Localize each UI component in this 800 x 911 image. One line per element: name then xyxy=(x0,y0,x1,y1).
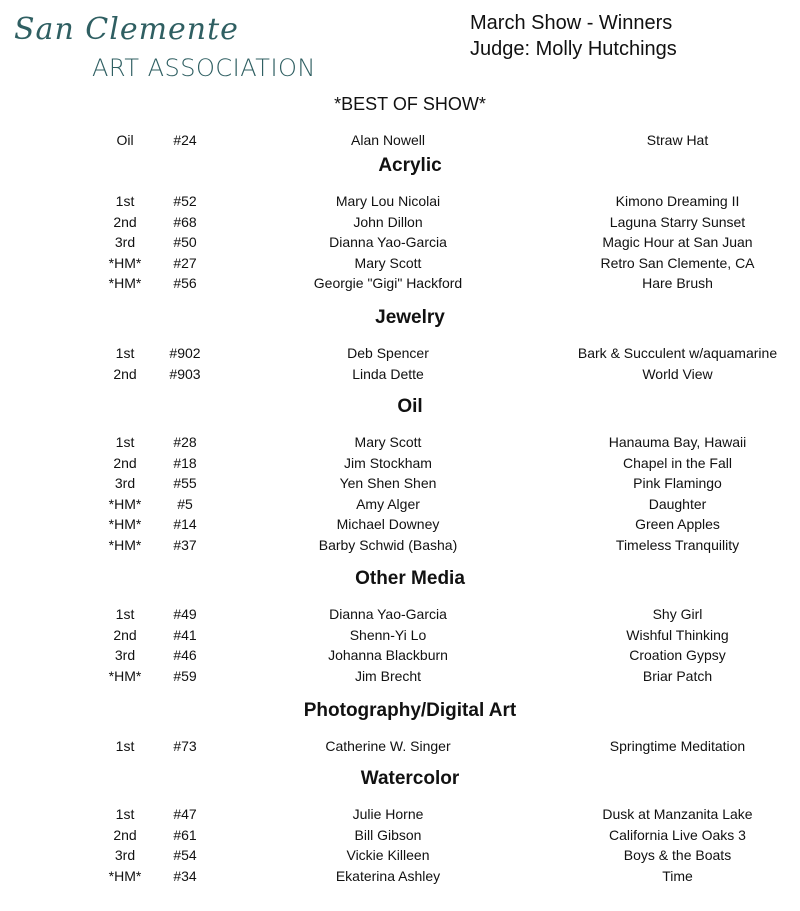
entry-title: Daughter xyxy=(648,496,707,512)
entry-artist: Dianna Yao-Garcia xyxy=(329,234,447,250)
entry-row xyxy=(0,606,800,626)
best-of-show-title: *BEST OF SHOW* xyxy=(334,94,486,114)
entry-row xyxy=(0,827,800,847)
category-title: Photography/Digital Art xyxy=(303,700,517,721)
entry-place: *HM* xyxy=(108,537,142,553)
entry-place: 1st xyxy=(115,434,135,450)
category-title: Watercolor xyxy=(360,768,460,789)
entry-artist: Julie Horne xyxy=(352,806,424,822)
entry-row xyxy=(0,345,800,365)
entry-artist: Catherine W. Singer xyxy=(325,738,451,754)
entry-artist: Shenn-Yi Lo xyxy=(349,627,427,643)
best-of-show-row xyxy=(0,132,800,152)
entry-row xyxy=(0,255,800,275)
entry-title: Pink Flamingo xyxy=(633,475,722,491)
entry-place: 3rd xyxy=(114,847,136,863)
entry-title: Dusk at Manzanita Lake xyxy=(602,806,753,822)
entry-row xyxy=(0,366,800,386)
entry-title: Magic Hour at San Juan xyxy=(602,234,753,250)
entry-place: 2nd xyxy=(113,627,137,643)
entry-place: *HM* xyxy=(108,496,142,512)
entry-place: 3rd xyxy=(114,647,136,663)
entry-row xyxy=(0,806,800,826)
entry-place: 1st xyxy=(115,193,135,209)
entry-place: Oil xyxy=(116,132,134,148)
entry-number: #41 xyxy=(173,627,197,643)
entry-number: #73 xyxy=(173,738,197,754)
entry-title: Retro San Clemente, CA xyxy=(600,255,755,271)
entry-number: #14 xyxy=(173,516,197,532)
entry-title: Bark & Succulent w/aquamarine xyxy=(577,345,778,361)
entry-title: World View xyxy=(642,366,713,382)
judge-line: Judge: Molly Hutchings xyxy=(470,38,677,60)
entry-title: Springtime Meditation xyxy=(609,738,746,754)
entry-place: 2nd xyxy=(113,455,137,471)
entry-title: Boys & the Boats xyxy=(623,847,732,863)
entry-number: #52 xyxy=(173,193,197,209)
entry-title: Laguna Starry Sunset xyxy=(609,214,746,230)
entry-number: #902 xyxy=(169,345,201,361)
entry-title: Timeless Tranquility xyxy=(615,537,740,553)
entry-number: #46 xyxy=(173,647,197,663)
entry-title: Time xyxy=(662,868,693,884)
entry-number: #34 xyxy=(173,868,197,884)
entry-artist: John Dillon xyxy=(353,214,423,230)
entry-place: 2nd xyxy=(113,366,137,382)
logo-main-text: ART ASSOCIATION xyxy=(92,54,316,82)
entry-artist: Mary Lou Nicolai xyxy=(335,193,441,209)
show-title: March Show - Winners xyxy=(470,12,673,34)
entry-artist: Michael Downey xyxy=(336,516,440,532)
entry-place: *HM* xyxy=(108,275,142,291)
category-title: Other Media xyxy=(355,568,465,589)
entry-title: California Live Oaks 3 xyxy=(609,827,746,843)
entry-row xyxy=(0,455,800,475)
entry-number: #61 xyxy=(173,827,197,843)
entry-row xyxy=(0,847,800,867)
entry-number: #56 xyxy=(173,275,197,291)
page-header xyxy=(470,10,677,62)
entry-number: #18 xyxy=(173,455,197,471)
entry-title: Wishful Thinking xyxy=(626,627,729,643)
entry-artist: Alan Nowell xyxy=(351,132,425,148)
entry-artist: Ekaterina Ashley xyxy=(335,868,441,884)
entry-number: #68 xyxy=(173,214,197,230)
entry-artist: Vickie Killeen xyxy=(346,847,430,863)
entry-artist: Jim Stockham xyxy=(344,455,432,471)
entry-number: #28 xyxy=(173,434,197,450)
entry-number: #24 xyxy=(173,132,197,148)
entry-row xyxy=(0,275,800,295)
entry-row xyxy=(0,627,800,647)
entry-number: #55 xyxy=(173,475,197,491)
entry-number: #49 xyxy=(173,606,197,622)
entry-title: Croation Gypsy xyxy=(629,647,726,663)
entry-number: #54 xyxy=(173,847,197,863)
entry-row xyxy=(0,738,800,758)
entry-title: Kimono Dreaming II xyxy=(615,193,740,209)
entry-row xyxy=(0,496,800,516)
entry-row xyxy=(0,434,800,454)
entry-row xyxy=(0,193,800,213)
logo xyxy=(14,12,314,82)
entry-place: 1st xyxy=(115,738,135,754)
entry-artist: Barby Schwid (Basha) xyxy=(318,537,458,553)
category-title: Oil xyxy=(397,396,423,417)
entry-artist: Deb Spencer xyxy=(347,345,429,361)
entry-number: #903 xyxy=(169,366,201,382)
entry-place: 2nd xyxy=(113,827,137,843)
entry-number: #59 xyxy=(173,668,197,684)
entry-artist: Yen Shen Shen xyxy=(339,475,437,491)
entry-title: Chapel in the Fall xyxy=(623,455,732,471)
entry-artist: Mary Scott xyxy=(354,434,422,450)
entry-artist: Mary Scott xyxy=(354,255,422,271)
entry-artist: Dianna Yao-Garcia xyxy=(329,606,447,622)
entry-title: Hanauma Bay, Hawaii xyxy=(608,434,747,450)
entry-artist: Jim Brecht xyxy=(354,668,422,684)
entry-title: Shy Girl xyxy=(652,606,703,622)
logo-script-text: San Clemente xyxy=(14,12,239,47)
entry-number: #27 xyxy=(173,255,197,271)
entry-artist: Linda Dette xyxy=(352,366,424,382)
entry-number: #37 xyxy=(173,537,197,553)
entry-place: 1st xyxy=(115,345,135,361)
entry-title: Straw Hat xyxy=(646,132,709,148)
entry-row xyxy=(0,647,800,667)
entry-place: *HM* xyxy=(108,668,142,684)
entry-place: 3rd xyxy=(114,475,136,491)
entry-title: Green Apples xyxy=(635,516,720,532)
entry-artist: Georgie "Gigi" Hackford xyxy=(313,275,463,291)
entry-place: 3rd xyxy=(114,234,136,250)
entry-place: *HM* xyxy=(108,516,142,532)
entry-row xyxy=(0,537,800,557)
entry-row xyxy=(0,214,800,234)
entry-artist: Amy Alger xyxy=(356,496,420,512)
entry-place: 1st xyxy=(115,806,135,822)
entry-row xyxy=(0,516,800,536)
entry-row xyxy=(0,668,800,688)
entry-place: 2nd xyxy=(113,214,137,230)
category-title: Acrylic xyxy=(378,155,442,176)
entry-artist: Johanna Blackburn xyxy=(328,647,448,663)
entry-artist: Bill Gibson xyxy=(354,827,422,843)
entry-row xyxy=(0,475,800,495)
entry-title: Briar Patch xyxy=(642,668,713,684)
category-title: Jewelry xyxy=(375,307,445,328)
entry-row xyxy=(0,868,800,888)
entry-title: Hare Brush xyxy=(642,275,713,291)
entry-number: #50 xyxy=(173,234,197,250)
entry-row xyxy=(0,234,800,254)
entry-place: *HM* xyxy=(108,868,142,884)
entry-place: 1st xyxy=(115,606,135,622)
entry-place: *HM* xyxy=(108,255,142,271)
entry-number: #47 xyxy=(173,806,197,822)
entry-number: #5 xyxy=(177,496,193,512)
